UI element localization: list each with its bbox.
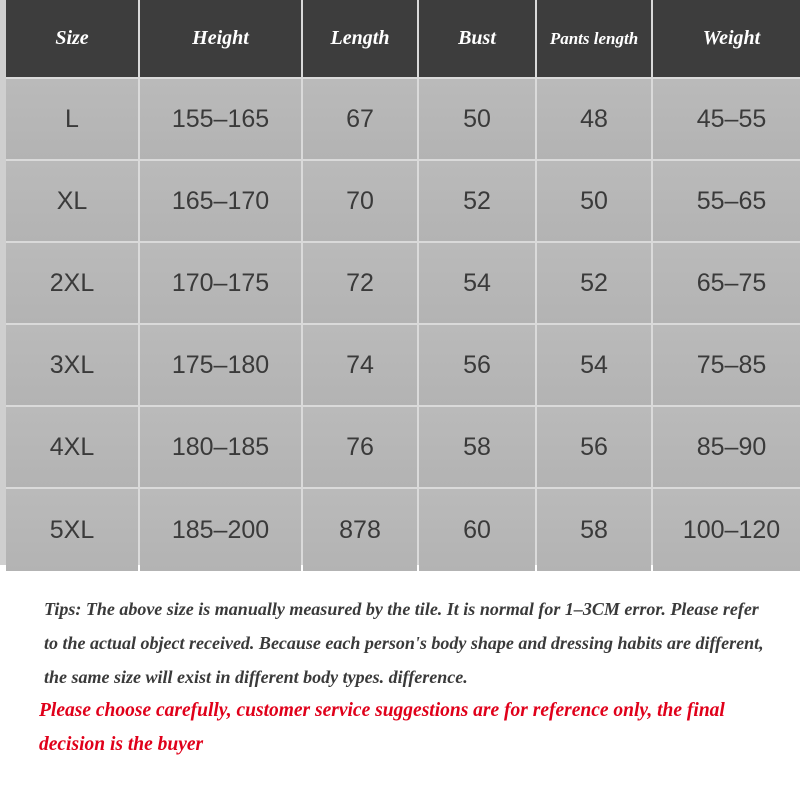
cell-pants-length: 50 xyxy=(537,161,651,241)
cell-weight: 45–55 xyxy=(653,79,800,159)
cell-length: 76 xyxy=(303,407,417,487)
cell-pants-length: 56 xyxy=(537,407,651,487)
header-size: Size xyxy=(6,0,138,77)
cell-height: 175–180 xyxy=(140,325,301,405)
cell-length: 67 xyxy=(303,79,417,159)
cell-weight: 75–85 xyxy=(653,325,800,405)
header-height: Height xyxy=(140,0,301,77)
cell-length: 70 xyxy=(303,161,417,241)
cell-size: L xyxy=(6,79,138,159)
cell-size: 5XL xyxy=(6,489,138,571)
cell-length: 74 xyxy=(303,325,417,405)
cell-weight: 55–65 xyxy=(653,161,800,241)
cell-height: 180–185 xyxy=(140,407,301,487)
cell-pants-length: 54 xyxy=(537,325,651,405)
warning-text: Please choose carefully, customer service suggestions are for reference only, the final decision is the buyer xyxy=(39,700,725,755)
cell-bust: 54 xyxy=(419,243,535,323)
header-bust: Bust xyxy=(419,0,535,77)
cell-bust: 56 xyxy=(419,325,535,405)
cell-pants-length: 52 xyxy=(537,243,651,323)
tips-text: Tips: The above size is manually measured by the tile. It is normal for 1–3CM error. Please refer to the actual object received. Because each person's body shape and dressing habits are different, the same size will exist in different body types. difference. xyxy=(44,599,764,687)
cell-bust: 58 xyxy=(419,407,535,487)
cell-pants-length: 58 xyxy=(537,489,651,571)
cell-bust: 52 xyxy=(419,161,535,241)
cell-pants-length: 48 xyxy=(537,79,651,159)
cell-weight: 65–75 xyxy=(653,243,800,323)
cell-height: 185–200 xyxy=(140,489,301,571)
cell-height: 155–165 xyxy=(140,79,301,159)
cell-bust: 50 xyxy=(419,79,535,159)
cell-weight: 100–120 xyxy=(653,489,800,571)
cell-size: XL xyxy=(6,161,138,241)
size-chart-grid xyxy=(6,0,800,565)
cell-weight: 85–90 xyxy=(653,407,800,487)
cell-size: 3XL xyxy=(6,325,138,405)
cell-bust: 60 xyxy=(419,489,535,571)
cell-height: 170–175 xyxy=(140,243,301,323)
notes-section xyxy=(0,592,800,762)
cell-size: 2XL xyxy=(6,243,138,323)
cell-size: 4XL xyxy=(6,407,138,487)
cell-length: 878 xyxy=(303,489,417,571)
header-length: Length xyxy=(303,0,417,77)
header-weight: Weight xyxy=(653,0,800,77)
header-pants-length: Pants length xyxy=(537,0,651,77)
cell-length: 72 xyxy=(303,243,417,323)
cell-height: 165–170 xyxy=(140,161,301,241)
